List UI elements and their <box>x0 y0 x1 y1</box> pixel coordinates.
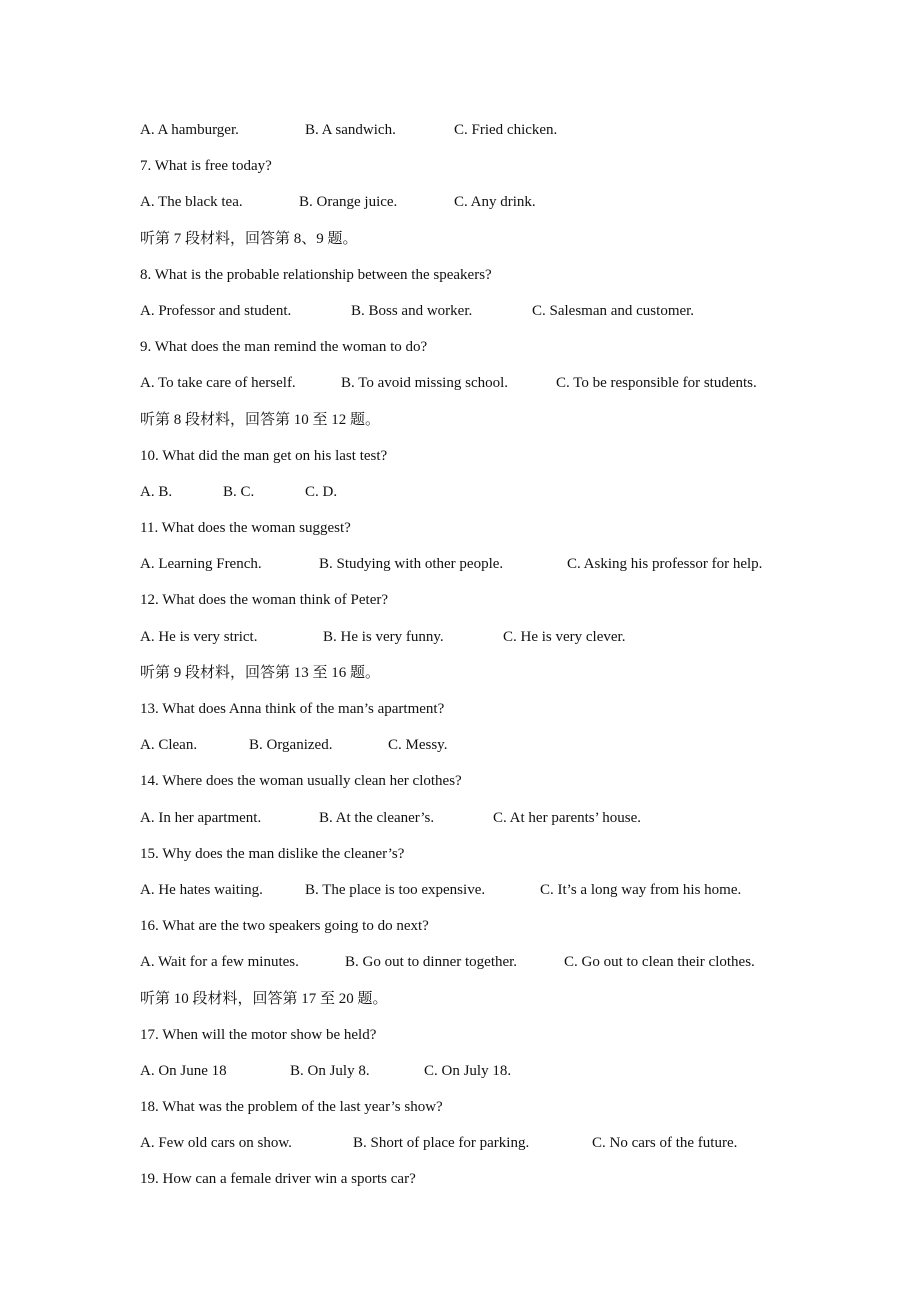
question-text: 19. How can a female driver win a sports car? <box>140 1171 416 1188</box>
answer-option: C. Fried chicken. <box>454 122 558 138</box>
answer-option: A. On June 18 <box>140 1062 227 1079</box>
answer-option: A. A hamburger. <box>140 122 239 138</box>
answer-option: A. To take care of herself. <box>140 375 296 392</box>
answer-option: B. On July 8. <box>290 1062 370 1079</box>
answer-option: C. Asking his professor for help. <box>567 556 763 573</box>
answer-option: B. The place is too expensive. <box>305 881 486 898</box>
answer-option: C. No cars of the future. <box>592 1135 738 1152</box>
section-instruction: 听第 8 段材料，回答第 10 至 12 题。 <box>140 411 381 428</box>
question-text: 8. What is the probable relationship between the speakers? <box>140 266 492 283</box>
answer-option: C. To be responsible for students. <box>556 375 757 392</box>
answer-option: A. In her apartment. <box>140 809 262 826</box>
answer-option: A. Learning French. <box>140 556 262 573</box>
answer-option: B. Go out to dinner together. <box>345 954 518 971</box>
answer-options <box>140 878 840 914</box>
answer-option: A. The black tea. <box>140 194 243 211</box>
answer-option: B. A sandwich. <box>305 122 396 138</box>
answer-option: B. Organized. <box>249 737 333 754</box>
question-text: 14. Where does the woman usually clean her clothes? <box>140 773 462 790</box>
question-text: 17. When will the motor show be held? <box>140 1026 377 1043</box>
question-text: 13. What does Anna think of the man’s apartment? <box>140 701 445 717</box>
answer-option: A. Wait for a few minutes. <box>140 954 299 971</box>
answer-options <box>140 625 840 661</box>
answer-options <box>140 299 840 335</box>
answer-option: C. Any drink. <box>454 194 536 211</box>
answer-option: A. Few old cars on show. <box>140 1135 292 1152</box>
answer-option: C. Messy. <box>388 737 448 754</box>
answer-option: B. C. <box>223 483 255 500</box>
answer-option: C. Salesman and customer. <box>532 302 695 319</box>
answer-option: A. B. <box>140 483 173 500</box>
question-text: 16. What are the two speakers going to do next? <box>140 918 429 935</box>
exam-page <box>140 118 840 1204</box>
answer-options <box>140 480 840 516</box>
section-instruction: 听第 7 段材料，回答第 8、9 题。 <box>140 230 358 247</box>
answer-options <box>140 950 840 986</box>
question-text: 10. What did the man get on his last test? <box>140 447 388 464</box>
answer-options <box>140 1131 840 1167</box>
question-text: 9. What does the man remind the woman to do? <box>140 339 428 356</box>
answer-option: A. Professor and student. <box>140 302 292 319</box>
question-text: 7. What is free today? <box>140 158 272 175</box>
answer-option: A. Clean. <box>140 737 198 754</box>
answer-option: B. Studying with other people. <box>319 556 504 573</box>
section-instruction: 听第 10 段材料，回答第 17 至 20 题。 <box>140 990 388 1007</box>
answer-option: C. On July 18. <box>424 1062 512 1079</box>
answer-option: C. It’s a long way from his home. <box>540 881 742 898</box>
question-text: 12. What does the woman think of Peter? <box>140 592 388 609</box>
answer-option: B. Boss and worker. <box>351 302 473 319</box>
answer-option: A. He is very strict. <box>140 628 258 645</box>
answer-option: B. He is very funny. <box>323 628 444 645</box>
answer-option: B. Orange juice. <box>299 194 398 211</box>
answer-options <box>140 806 840 842</box>
answer-options <box>140 190 840 226</box>
question-text: 11. What does the woman suggest? <box>140 520 351 537</box>
answer-option: C. Go out to clean their clothes. <box>564 954 755 971</box>
answer-options <box>140 733 840 769</box>
question-text: 18. What was the problem of the last year’s show? <box>140 1099 443 1116</box>
answer-option: C. He is very clever. <box>503 628 626 645</box>
answer-option: B. To avoid missing school. <box>341 375 509 392</box>
section-instruction: 听第 9 段材料，回答第 13 至 16 题。 <box>140 664 381 681</box>
answer-option: A. He hates waiting. <box>140 881 263 898</box>
answer-option: C. At her parents’ house. <box>493 809 642 826</box>
answer-options <box>140 1059 840 1095</box>
answer-options <box>140 371 840 407</box>
answer-option: C. D. <box>305 483 338 500</box>
question-text: 15. Why does the man dislike the cleaner’s? <box>140 845 405 862</box>
answer-option: B. Short of place for parking. <box>353 1135 530 1152</box>
answer-options <box>140 118 840 154</box>
answer-options <box>140 552 840 588</box>
answer-option: B. At the cleaner’s. <box>319 809 435 826</box>
